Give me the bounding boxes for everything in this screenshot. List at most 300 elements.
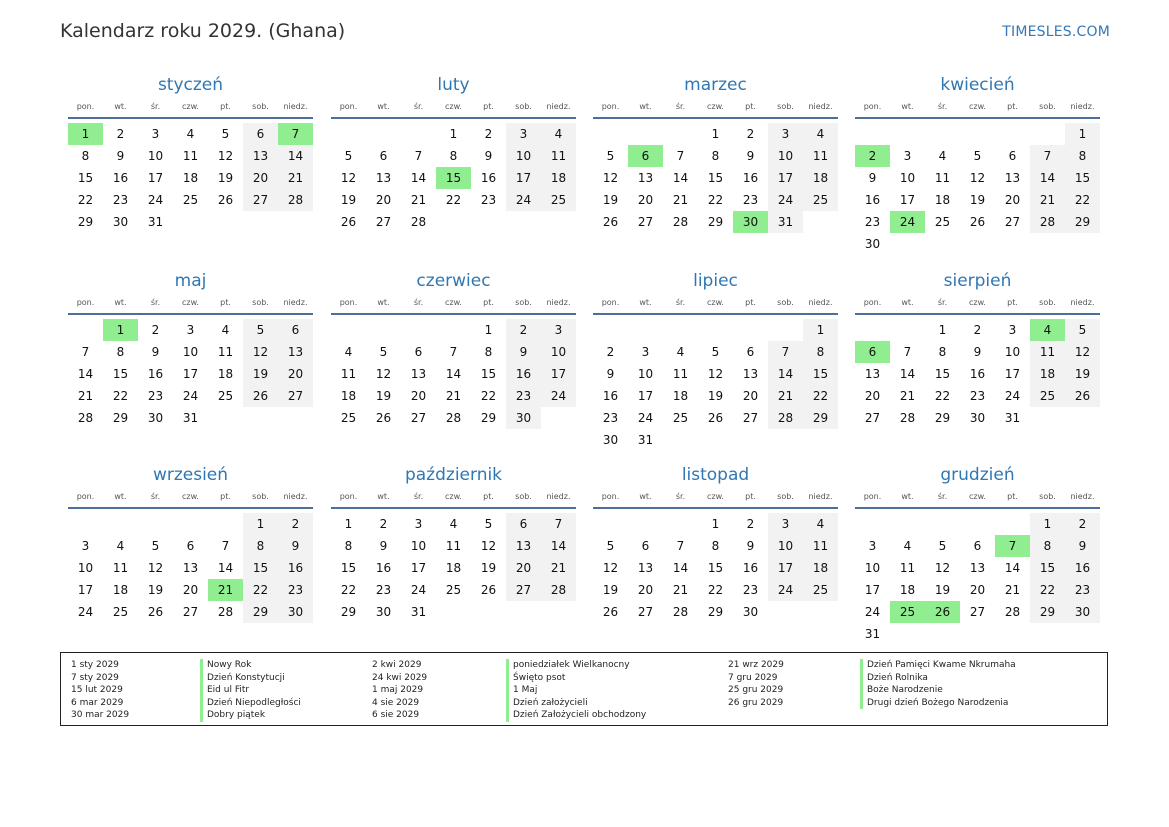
day-cell: 18	[217, 367, 234, 381]
day-cell: 26	[707, 411, 724, 425]
day-cell: 23	[602, 411, 619, 425]
day-cell: 19	[934, 583, 951, 597]
weekday-label: czw.	[182, 102, 199, 111]
weekday-label: sob.	[252, 102, 269, 111]
day-cell: 12	[480, 539, 497, 553]
day-cell: 29	[480, 411, 497, 425]
day-cell: 21	[445, 389, 462, 403]
day-cell: 17	[506, 167, 541, 189]
day-cell: 5	[243, 319, 278, 341]
day-cell: 6	[1008, 149, 1017, 163]
legend-date: 15 lut 2029	[71, 685, 123, 695]
day-cell: 5	[484, 517, 493, 531]
day-cell: 23	[506, 385, 541, 407]
day-cell: 16	[375, 561, 392, 575]
day-cell: 28	[77, 411, 94, 425]
day-cell: 22	[803, 385, 838, 407]
day-cell: 5	[606, 149, 615, 163]
weekday-label: pt.	[483, 102, 494, 111]
day-cell: 22	[1065, 189, 1100, 211]
day-cell: 3	[768, 123, 803, 145]
holiday-day-cell: 7	[278, 123, 313, 145]
holiday-day-cell: 25	[890, 601, 925, 623]
legend-date: 1 sty 2029	[71, 660, 119, 670]
day-cell: 11	[541, 145, 576, 167]
day-cell: 1	[1065, 123, 1100, 145]
day-cell: 4	[116, 539, 125, 553]
day-cell: 15	[1030, 557, 1065, 579]
day-cell: 24	[637, 411, 654, 425]
weekday-header	[593, 490, 838, 507]
weekday-label: pon.	[339, 102, 358, 111]
day-grid	[68, 513, 313, 623]
day-cell: 31	[864, 627, 881, 641]
weekday-label: pt.	[745, 298, 756, 307]
day-cell: 28	[1004, 605, 1021, 619]
day-cell: 27	[243, 189, 278, 211]
month-block	[593, 70, 838, 233]
day-cell: 17	[77, 583, 94, 597]
day-cell: 14	[410, 171, 427, 185]
day-cell: 8	[711, 149, 720, 163]
day-cell: 20	[637, 193, 654, 207]
weekday-label: pon.	[339, 492, 358, 501]
day-cell: 13	[410, 367, 427, 381]
day-cell: 29	[934, 411, 951, 425]
day-cell: 7	[768, 341, 803, 363]
day-cell: 28	[410, 215, 427, 229]
weekday-label: sob.	[515, 298, 532, 307]
weekday-label: niedz.	[808, 492, 833, 501]
day-cell: 11	[217, 345, 234, 359]
day-cell: 14	[278, 145, 313, 167]
day-cell: 27	[969, 605, 986, 619]
month-block	[68, 266, 313, 429]
weekday-label: śr.	[675, 492, 686, 501]
day-cell: 20	[742, 389, 759, 403]
legend-holiday-name: Drugi dzień Bożego Narodzenia	[867, 697, 1009, 708]
day-cell: 19	[969, 193, 986, 207]
day-cell: 25	[182, 193, 199, 207]
day-cell: 14	[77, 367, 94, 381]
weekday-header	[855, 490, 1100, 507]
day-cell: 11	[934, 171, 951, 185]
legend-holiday-name: Dzień Konstytucji	[207, 672, 285, 683]
day-cell: 12	[340, 171, 357, 185]
day-cell: 25	[672, 411, 689, 425]
holiday-day-cell: 21	[208, 579, 243, 601]
holiday-legend	[60, 652, 1108, 726]
day-cell: 17	[864, 583, 881, 597]
day-cell: 15	[480, 367, 497, 381]
day-cell: 1	[803, 319, 838, 341]
weekday-label: pt.	[220, 298, 231, 307]
weekday-label: sob.	[1039, 492, 1056, 501]
month-block	[593, 460, 838, 623]
day-cell: 18	[672, 389, 689, 403]
weekday-label: czw.	[707, 298, 724, 307]
day-cell: 22	[1030, 579, 1065, 601]
weekday-label: sob.	[1039, 102, 1056, 111]
day-cell: 25	[1030, 385, 1065, 407]
day-cell: 9	[278, 535, 313, 557]
day-cell: 24	[147, 193, 164, 207]
month-name: lipiec	[693, 271, 738, 291]
day-cell: 23	[1065, 579, 1100, 601]
weekday-label: pon.	[76, 492, 95, 501]
day-cell: 19	[480, 561, 497, 575]
weekday-label: czw.	[445, 492, 462, 501]
legend-date: 2 kwi 2029	[372, 660, 422, 670]
weekday-label: śr.	[675, 102, 686, 111]
month-name: listopad	[681, 465, 750, 485]
day-cell: 24	[506, 189, 541, 211]
day-cell: 24	[541, 385, 576, 407]
month-block	[593, 266, 838, 451]
day-cell: 11	[182, 149, 199, 163]
day-cell: 19	[340, 193, 357, 207]
day-cell: 4	[221, 323, 230, 337]
day-cell: 17	[541, 363, 576, 385]
day-cell: 26	[602, 605, 619, 619]
day-cell: 16	[1065, 557, 1100, 579]
weekday-label: niedz.	[283, 102, 308, 111]
day-cell: 27	[637, 605, 654, 619]
day-cell: 15	[707, 171, 724, 185]
day-cell: 31	[147, 215, 164, 229]
day-cell: 3	[1008, 323, 1017, 337]
weekday-header	[331, 296, 576, 313]
month-block	[68, 460, 313, 623]
weekday-label: śr.	[413, 298, 424, 307]
day-cell: 19	[602, 193, 619, 207]
day-grid	[855, 513, 1100, 645]
day-cell: 25	[217, 389, 234, 403]
day-cell: 22	[445, 193, 462, 207]
weekday-label: niedz.	[546, 492, 571, 501]
day-cell: 28	[768, 407, 803, 429]
weekday-label: pon.	[601, 102, 620, 111]
day-cell: 11	[340, 367, 357, 381]
header-divider	[855, 313, 1100, 315]
day-cell: 19	[147, 583, 164, 597]
legend-names-col-1	[200, 659, 301, 722]
weekday-label: wt.	[377, 102, 390, 111]
day-cell: 29	[1065, 211, 1100, 233]
day-cell: 16	[864, 193, 881, 207]
day-cell: 22	[934, 389, 951, 403]
weekday-label: wt.	[901, 492, 914, 501]
header-divider	[593, 507, 838, 509]
day-cell: 11	[672, 367, 689, 381]
day-cell: 7	[81, 345, 90, 359]
weekday-label: pon.	[863, 102, 882, 111]
day-cell: 1	[243, 513, 278, 535]
day-cell: 24	[1004, 389, 1021, 403]
day-cell: 4	[903, 539, 912, 553]
day-cell: 2	[278, 513, 313, 535]
day-cell: 2	[1065, 513, 1100, 535]
day-cell: 12	[934, 561, 951, 575]
header-divider	[331, 313, 576, 315]
day-cell: 26	[602, 215, 619, 229]
day-cell: 13	[742, 367, 759, 381]
day-cell: 10	[182, 345, 199, 359]
day-cell: 22	[243, 579, 278, 601]
day-cell: 21	[768, 385, 803, 407]
day-cell: 21	[672, 583, 689, 597]
day-cell: 25	[803, 579, 838, 601]
day-cell: 20	[278, 363, 313, 385]
day-cell: 29	[707, 215, 724, 229]
holiday-day-cell: 26	[925, 601, 960, 623]
day-cell: 18	[1030, 363, 1065, 385]
day-cell: 23	[742, 583, 759, 597]
day-cell: 27	[1004, 215, 1021, 229]
day-cell: 30	[506, 407, 541, 429]
day-cell: 27	[742, 411, 759, 425]
day-cell: 18	[803, 557, 838, 579]
month-name: wrzesień	[152, 465, 229, 485]
holiday-day-cell: 6	[855, 341, 890, 363]
day-cell: 8	[711, 539, 720, 553]
day-cell: 11	[803, 535, 838, 557]
weekday-header	[855, 100, 1100, 117]
weekday-label: pon.	[339, 298, 358, 307]
day-cell: 15	[243, 557, 278, 579]
day-cell: 18	[934, 193, 951, 207]
day-cell: 15	[1065, 167, 1100, 189]
weekday-label: sob.	[252, 298, 269, 307]
day-cell: 7	[676, 149, 685, 163]
day-cell: 20	[864, 389, 881, 403]
day-cell: 14	[1030, 167, 1065, 189]
weekday-label: pt.	[483, 492, 494, 501]
brand-link[interactable]: TIMESLES.COM	[1002, 24, 1110, 40]
day-cell: 12	[969, 171, 986, 185]
day-cell: 17	[147, 171, 164, 185]
day-cell: 18	[445, 561, 462, 575]
day-cell: 6	[641, 539, 650, 553]
day-cell: 10	[1004, 345, 1021, 359]
day-cell: 21	[1004, 583, 1021, 597]
month-block	[68, 70, 313, 233]
day-cell: 23	[969, 389, 986, 403]
header-divider	[855, 117, 1100, 119]
day-cell: 31	[637, 433, 654, 447]
day-cell: 17	[768, 557, 803, 579]
day-cell: 20	[243, 167, 278, 189]
day-cell: 7	[541, 513, 576, 535]
day-cell: 24	[768, 579, 803, 601]
holiday-day-cell: 7	[995, 535, 1030, 557]
day-cell: 13	[969, 561, 986, 575]
day-cell: 4	[676, 345, 685, 359]
legend-holiday-name: Dzień założycieli	[513, 697, 588, 708]
legend-holiday-name: poniedziałek Wielkanocny	[513, 660, 630, 670]
day-cell: 25	[340, 411, 357, 425]
weekday-label: pt.	[220, 102, 231, 111]
day-cell: 17	[899, 193, 916, 207]
day-cell: 12	[375, 367, 392, 381]
day-cell: 27	[375, 215, 392, 229]
day-cell: 19	[243, 363, 278, 385]
weekday-label: pt.	[1007, 492, 1018, 501]
weekday-header	[855, 296, 1100, 313]
day-cell: 25	[803, 189, 838, 211]
day-cell: 28	[445, 411, 462, 425]
weekday-header	[593, 296, 838, 313]
day-cell: 2	[746, 517, 755, 531]
weekday-label: sob.	[777, 492, 794, 501]
day-cell: 23	[742, 193, 759, 207]
weekday-label: niedz.	[1070, 298, 1095, 307]
weekday-header	[68, 490, 313, 507]
weekday-header	[331, 490, 576, 507]
day-cell: 26	[1065, 385, 1100, 407]
day-cell: 6	[243, 123, 278, 145]
day-cell: 14	[217, 561, 234, 575]
day-cell: 27	[864, 411, 881, 425]
weekday-label: wt.	[901, 298, 914, 307]
weekday-label: czw.	[969, 102, 986, 111]
day-cell: 17	[768, 167, 803, 189]
holiday-day-cell: 30	[733, 211, 768, 233]
weekday-label: śr.	[150, 102, 161, 111]
day-cell: 14	[672, 561, 689, 575]
day-cell: 15	[803, 363, 838, 385]
day-cell: 9	[506, 341, 541, 363]
day-grid	[68, 123, 313, 233]
day-cell: 28	[541, 579, 576, 601]
day-cell: 10	[637, 367, 654, 381]
day-cell: 28	[1030, 211, 1065, 233]
weekday-label: śr.	[937, 298, 948, 307]
day-cell: 4	[803, 123, 838, 145]
weekday-label: niedz.	[283, 492, 308, 501]
day-cell: 8	[243, 535, 278, 557]
weekday-label: wt.	[639, 492, 652, 501]
day-cell: 26	[969, 215, 986, 229]
weekday-label: sob.	[515, 102, 532, 111]
legend-holiday-name: Dzień Niepodległości	[207, 697, 301, 708]
day-cell: 1	[344, 517, 353, 531]
month-name: kwiecień	[940, 75, 1015, 95]
weekday-label: wt.	[639, 298, 652, 307]
day-cell: 22	[340, 583, 357, 597]
day-cell: 3	[768, 513, 803, 535]
day-cell: 8	[116, 345, 125, 359]
day-cell: 15	[707, 561, 724, 575]
day-cell: 11	[899, 561, 916, 575]
day-cell: 16	[742, 561, 759, 575]
day-cell: 11	[112, 561, 129, 575]
weekday-label: wt.	[114, 298, 127, 307]
day-cell: 18	[541, 167, 576, 189]
weekday-label: czw.	[445, 102, 462, 111]
day-cell: 11	[445, 539, 462, 553]
day-cell: 17	[410, 561, 427, 575]
day-cell: 21	[410, 193, 427, 207]
day-cell: 16	[742, 171, 759, 185]
day-cell: 12	[147, 561, 164, 575]
day-cell: 18	[112, 583, 129, 597]
day-cell: 19	[217, 171, 234, 185]
day-cell: 2	[746, 127, 755, 141]
day-cell: 30	[742, 605, 759, 619]
day-cell: 23	[147, 389, 164, 403]
legend-holiday-name: 1 Maj	[513, 685, 538, 695]
day-cell: 1	[711, 517, 720, 531]
day-cell: 6	[506, 513, 541, 535]
day-cell: 13	[243, 145, 278, 167]
day-cell: 9	[746, 539, 755, 553]
day-cell: 27	[410, 411, 427, 425]
day-cell: 28	[278, 189, 313, 211]
day-cell: 8	[1030, 535, 1065, 557]
month-block	[855, 70, 1100, 255]
day-cell: 25	[541, 189, 576, 211]
day-cell: 9	[973, 345, 982, 359]
day-cell: 9	[484, 149, 493, 163]
weekday-label: sob.	[1039, 298, 1056, 307]
day-cell: 15	[112, 367, 129, 381]
month-name: czerwiec	[416, 271, 491, 291]
day-cell: 5	[379, 345, 388, 359]
day-cell: 27	[278, 385, 313, 407]
day-cell: 16	[602, 389, 619, 403]
weekday-header	[331, 100, 576, 117]
day-cell: 3	[641, 345, 650, 359]
day-cell: 3	[186, 323, 195, 337]
weekday-label: czw.	[969, 492, 986, 501]
weekday-label: czw.	[707, 102, 724, 111]
day-cell: 22	[77, 193, 94, 207]
day-cell: 7	[221, 539, 230, 553]
weekday-label: wt.	[377, 298, 390, 307]
day-cell: 5	[344, 149, 353, 163]
day-cell: 12	[243, 341, 278, 363]
header-divider	[68, 507, 313, 509]
legend-holiday-name: Eid ul Fitr	[207, 685, 250, 695]
day-cell: 29	[340, 605, 357, 619]
day-cell: 3	[541, 319, 576, 341]
day-cell: 31	[182, 411, 199, 425]
day-cell: 20	[506, 557, 541, 579]
legend-date: 7 sty 2029	[71, 672, 119, 683]
day-grid	[855, 123, 1100, 255]
weekday-label: niedz.	[1070, 102, 1095, 111]
day-cell: 18	[340, 389, 357, 403]
day-cell: 10	[77, 561, 94, 575]
day-cell: 6	[379, 149, 388, 163]
day-cell: 14	[541, 535, 576, 557]
day-cell: 1	[938, 323, 947, 337]
month-name: październik	[404, 465, 503, 485]
header-divider	[593, 117, 838, 119]
day-cell: 3	[81, 539, 90, 553]
holiday-day-cell: 2	[855, 145, 890, 167]
day-cell: 14	[445, 367, 462, 381]
day-cell: 10	[899, 171, 916, 185]
month-block	[331, 266, 576, 429]
day-cell: 19	[707, 389, 724, 403]
day-cell: 19	[375, 389, 392, 403]
day-cell: 1	[711, 127, 720, 141]
legend-dates-col-2	[372, 659, 427, 722]
day-cell: 22	[480, 389, 497, 403]
day-cell: 14	[672, 171, 689, 185]
